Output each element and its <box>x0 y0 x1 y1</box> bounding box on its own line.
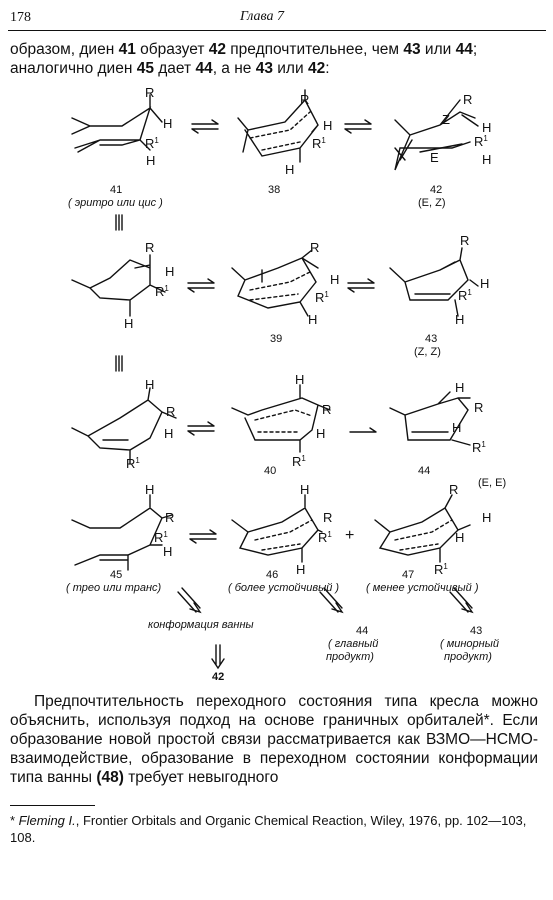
plus-sign: + <box>345 527 355 544</box>
label-product-42: 42 <box>212 671 225 683</box>
caption-major-1: ( главный <box>328 638 379 650</box>
atom-h: H <box>452 420 462 435</box>
atom-r: R <box>145 85 155 100</box>
reaction-scheme <box>0 80 553 690</box>
intro-text <box>10 40 535 78</box>
structure-44 <box>390 392 470 445</box>
atom-h: H <box>296 562 306 577</box>
label-46: 46 <box>266 569 279 581</box>
atom-r1: $R^1$ <box>458 288 472 303</box>
atom-r: R <box>145 240 155 255</box>
body-paragraph: Предпочтительность переходного состояния типа кресла можно объяснить, используя подход на основе граничных орбиталей*. Если образование новой простой связи рассматривается как ВЗМО—НСМО-взаимодействие, образование в переходном состоянии конформации типа ванны (48) требует невыгодного <box>10 693 538 786</box>
atom-h: H <box>285 162 295 177</box>
caption-minor-1: ( минорный <box>440 638 499 650</box>
atom-h: H <box>163 544 173 559</box>
config-42: (E, Z) <box>418 197 446 209</box>
structure-40 <box>232 385 330 452</box>
atom-r1: $R^1$ <box>145 136 159 151</box>
caption-minor-2: продукт) <box>444 651 492 663</box>
atom-h: H <box>482 120 492 135</box>
structure-40-left <box>72 388 176 464</box>
atom-r1: $R^1$ <box>292 454 306 469</box>
atom-h: H <box>480 276 490 291</box>
atom-r: R <box>165 510 175 525</box>
atom-r1: $R^1$ <box>474 134 488 149</box>
atom-e: E <box>430 150 439 165</box>
label-40: 40 <box>264 465 277 477</box>
atom-h: H <box>323 118 333 133</box>
footnote: * Fleming I., Frontier Orbitals and Organic Chemical Reaction, Wiley, 1976, pp. 102—103, 108. <box>10 813 527 845</box>
footnote-author: Fleming I. <box>18 813 76 828</box>
intro-line-2: аналогично диен 45 дает 44, а не 43 или 42: <box>10 60 330 77</box>
label-product-43: 43 <box>470 625 483 637</box>
atom-r1: $R^1$ <box>472 440 486 455</box>
atom-r: R <box>460 233 470 248</box>
page-number: 178 <box>10 10 31 25</box>
structure-46 <box>232 495 322 562</box>
atom-r1: $R^1$ <box>155 284 169 299</box>
atom-r: R <box>449 482 459 497</box>
atom-r: R <box>474 400 484 415</box>
caption-41: ( эритро или цис ) <box>68 197 163 209</box>
atom-r: R <box>322 402 332 417</box>
equilibrium-arrows <box>188 120 376 543</box>
atom-h: H <box>455 312 465 327</box>
atom-r: R <box>310 240 320 255</box>
atom-h: H <box>482 510 492 525</box>
atom-r1: $R^1$ <box>434 562 448 577</box>
atom-h: H <box>165 264 175 279</box>
atom-h: H <box>124 316 134 331</box>
atom-r1: $R^1$ <box>312 136 326 151</box>
atom-r: R <box>463 92 473 107</box>
structure-39-left <box>72 255 165 316</box>
atom-h: H <box>164 426 174 441</box>
atom-z: Z <box>442 112 450 127</box>
atom-h: H <box>455 380 465 395</box>
label-45: 45 <box>110 569 123 581</box>
atom-h: H <box>146 153 156 168</box>
header-rule <box>8 30 546 31</box>
atom-h: H <box>300 482 310 497</box>
vertical-equivalences <box>116 215 122 371</box>
atom-r1: $R^1$ <box>126 456 140 471</box>
atom-h: H <box>295 372 305 387</box>
intro-line-1: образом, диен 41 образует 42 предпочтительнее, чем 43 или 44; <box>10 41 478 58</box>
atom-r1: $R^1$ <box>318 530 332 545</box>
caption-45: ( трео или транс) <box>66 582 162 594</box>
atom-r: R <box>166 404 176 419</box>
atom-h: H <box>145 482 155 497</box>
structure-39 <box>232 250 318 316</box>
label-42: 42 <box>430 184 443 196</box>
atom-h: H <box>145 377 155 392</box>
atom-h: H <box>308 312 318 327</box>
atom-h: H <box>455 530 465 545</box>
caption-47: ( менее устойчивый ) <box>366 582 479 594</box>
atom-h: H <box>163 116 173 131</box>
caption-46: ( более устойчивый ) <box>228 582 340 594</box>
label-47: 47 <box>402 569 415 581</box>
label-44: 44 <box>418 465 431 477</box>
footnote-rule <box>10 805 95 806</box>
structure-47 <box>375 495 470 562</box>
atom-r1: $R^1$ <box>315 290 329 305</box>
caption-boat-conformation: конформация ванны <box>148 619 254 631</box>
atom-h: H <box>316 426 326 441</box>
atom-r: R <box>323 510 333 525</box>
label-41: 41 <box>110 184 123 196</box>
chapter-title: Глава 7 <box>240 9 284 24</box>
structure-43 <box>390 248 478 316</box>
config-43: (Z, Z) <box>414 346 441 358</box>
atom-r: R <box>300 92 310 107</box>
atom-h: H <box>482 152 492 167</box>
caption-major-2: продукт) <box>326 651 374 663</box>
atom-h: H <box>330 272 340 287</box>
label-product-44: 44 <box>356 625 369 637</box>
label-38: 38 <box>268 184 281 196</box>
atom-r1: $R^1$ <box>154 530 168 545</box>
label-39: 39 <box>270 333 283 345</box>
label-43: 43 <box>425 333 438 345</box>
config-44: (E, E) <box>478 477 507 489</box>
